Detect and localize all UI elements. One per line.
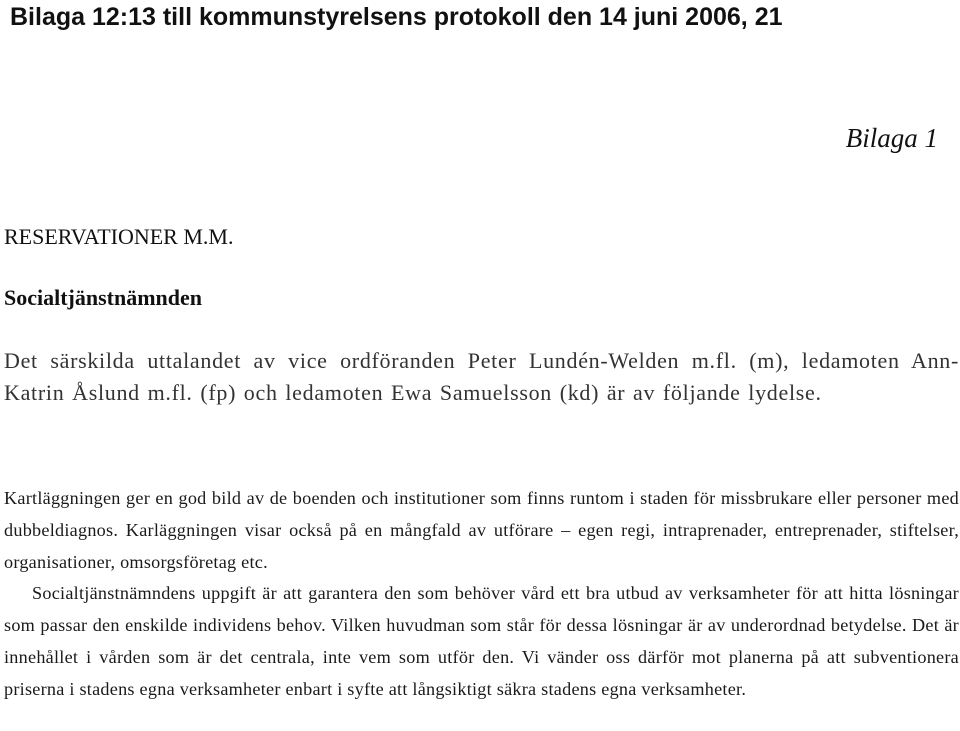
body-text <box>4 483 959 706</box>
committee-heading: Socialtjänstnämnden <box>4 285 203 310</box>
body-paragraph-1: Kartläggningen ger en god bild av de boenden och institutioner som finns runtom i staden för missbrukare eller personer med dubbeldiagnos. Karläggningen visar också på en mångfald av utförare – egen regi, intraprenader, entreprenader, stiftelser, organisationer, omsorgsföretag etc. <box>4 488 959 572</box>
body-paragraph-2: Socialtjänstnämndens uppgift är att garantera den som behöver vård ett bra utbud av verksamheter för att hitta lösningar som passar den enskilde individens behov. Vilken huvudman som står för dessa lösningar är av underordnad betydelse. Det är innehållet i vården som är det centrala, inte vem som utför den. Vi vänder oss därför mot planerna på att subventionera priserna i stadens egna verksamheter enbart i syfte att långsiktigt säkra stadens egna verksamheter. <box>4 583 959 699</box>
page-header-title: Bilaga 12:13 till kommunstyrelsens protokoll den 14 juni 2006, 21 <box>10 3 783 31</box>
intro-paragraph: Det särskilda uttalandet av vice ordföranden Peter Lundén-Welden m.fl. (m), ledamoten Ann-Katrin Åslund m.fl. (fp) och ledamoten Ewa Samuelsson (kd) är av följande lydelse. <box>4 348 959 405</box>
reservation-heading: RESERVATIONER M.M. <box>4 224 234 249</box>
appendix-label: Bilaga 1 <box>845 123 938 153</box>
